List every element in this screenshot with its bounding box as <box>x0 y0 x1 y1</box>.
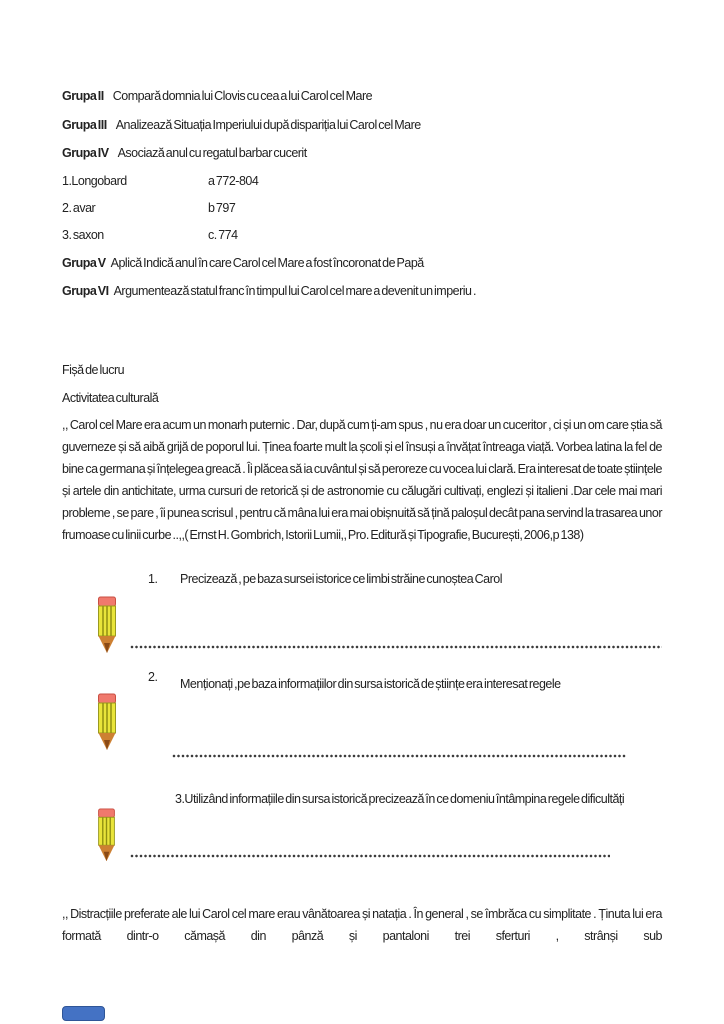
footer-blue-marker <box>62 1006 105 1021</box>
closing-quote-paragraph: ,, Distracțiile preferate ale lui Carol cel mare erau vânătoarea și natația . În general , se îmbrăca cu simplitate . Ținuta lui era formată dintr-o cămașă din pânză și pantaloni trei sferturi , strânși sub <box>62 907 662 943</box>
question-number: 1. <box>148 572 158 586</box>
question-2 <box>148 670 662 698</box>
question-text: Precizează , pe baza sursei istorice ce limbi străine cunoștea Carol <box>180 572 503 586</box>
question-3: 3.Utilizând informațiile din sursa istorică precizează în ce domeniu întâmpina regele dificultăți <box>175 792 625 806</box>
kingdom-cell: 2. avar <box>62 201 96 215</box>
group-label: Grupa VI <box>62 284 109 298</box>
question-1 <box>148 568 502 590</box>
group-task-line <box>62 116 421 134</box>
source-quote-paragraph: ,, Carol cel Mare era acum un monarh puternic . Dar, după cum ți-am spus , nu era doar un cuceritor , ci și un om care știa să guverneze și să aibă grijă de poporul lui. Ținea foarte mult la școli și el însuși a învățat întreaga viață. Vorbea latina la fel de bine ca germana și înțelegea greacă . Îi plăcea să ia cuvântul și să peroreze cu vocea lui clară. Era interesat de toate științele și artele din antichitate, urma cursuri de retorică și de astronomie cu călugări cultivați, englezi și italieni .Dar cele mai mari probleme , se pare , îi punea scrisul , pentru că mâna lui era mai obișnuită să țină paloșul decât pana servind la trasarea unor frumoase cu linii curbe ..,,( Ernst H. Gombrich, Istorii Lumii,, Pro. Editură și Tipografie, București, 2006,p 138) <box>62 418 662 542</box>
group-task-line <box>62 87 372 105</box>
matching-row <box>62 199 235 217</box>
group-task-line <box>62 254 424 272</box>
year-cell: b 797 <box>208 201 236 215</box>
group-label: Grupa IV <box>62 146 109 160</box>
question-text: Menționați ,pe baza informațiilor din sursa istorică de științe era interesat regele <box>180 677 561 691</box>
kingdom-cell: 1.Longobard <box>62 174 127 188</box>
group-task-line <box>62 282 476 300</box>
group-task-line <box>62 144 307 162</box>
year-cell: c. 774 <box>208 228 238 242</box>
group-label: Grupa II <box>62 89 104 103</box>
pencil-icon <box>95 808 118 862</box>
group-text: Aplică Indică anul în care Carol cel Mare a fost încoronat de Papă <box>110 256 424 270</box>
pencil-icon <box>95 693 119 751</box>
worksheet-title: Fișă de lucru <box>62 363 125 377</box>
year-cell: a 772-804 <box>208 174 259 188</box>
group-label: Grupa III <box>62 118 107 132</box>
kingdom-cell: 3. saxon <box>62 228 104 242</box>
answer-dotted-line[interactable] <box>172 754 627 758</box>
matching-row <box>62 172 258 190</box>
group-text: Analizează Situația Imperiului după dispariția lui Carol cel Mare <box>115 118 421 132</box>
pencil-icon <box>95 596 119 654</box>
group-text: Argumentează statul franc în timpul lui Carol cel mare a devenit un imperiu . <box>113 284 476 298</box>
answer-dotted-line[interactable] <box>130 854 610 858</box>
question-number: 2. <box>148 670 158 684</box>
group-label: Grupa V <box>62 256 106 270</box>
group-text: Asociază anul cu regatul barbar cucerit <box>117 146 307 160</box>
worksheet-subtitle: Activitatea culturală <box>62 391 159 405</box>
matching-row <box>62 226 238 244</box>
answer-dotted-line[interactable] <box>130 645 662 649</box>
group-text: Compară domnia lui Clovis cu cea a lui Carol cel Mare <box>112 89 373 103</box>
